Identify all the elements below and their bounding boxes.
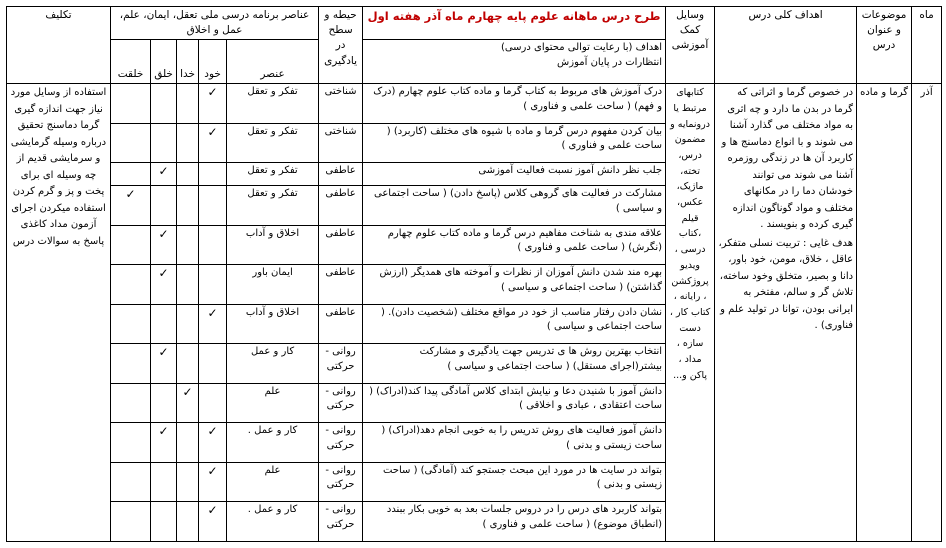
header-behavioral-goals: اهداف (با رعایت توالی محتوای درسی) — [500, 42, 663, 54]
creation-check — [151, 502, 177, 542]
creation-check: ✓ — [151, 225, 177, 265]
god-check — [177, 84, 199, 124]
creature-check — [111, 502, 151, 542]
god-check — [177, 423, 199, 463]
goal-cell: علاقه مندی به شناخت مفاهیم درس گرما و ماده کتاب علوم چهارم (نگرش) ( ساحت علمی و فناوری ) — [363, 225, 666, 265]
god-check — [177, 304, 199, 344]
creature-check — [111, 304, 151, 344]
domain-cell: روانی - حرکتی — [319, 383, 363, 423]
domain-cell: روانی - حرکتی — [319, 502, 363, 542]
creation-check: ✓ — [151, 265, 177, 305]
topic-cell: گرما و ماده — [857, 84, 912, 542]
goal-cell: بیان کردن مفهوم درس گرما و ماده با شیوه های مختلف (کاربرد) ( ساحت علمی و فناوری ) — [363, 123, 666, 163]
header-homework: تکلیف — [7, 7, 111, 84]
creature-check — [111, 265, 151, 305]
god-check — [177, 186, 199, 226]
header-national-elements: عناصر برنامه درسی ملی تعقل، ایمان، علم، عمل و اخلاق — [111, 7, 319, 40]
header-creation: خلق — [151, 40, 177, 84]
creature-check — [111, 225, 151, 265]
domain-cell: روانی - حرکتی — [319, 423, 363, 463]
domain-cell: شناختی — [319, 123, 363, 163]
header-self: خود — [199, 40, 227, 84]
header-domain-level: حیطه و سطح در یادگیری — [319, 7, 363, 84]
creature-check — [111, 383, 151, 423]
goal-cell: بهره مند شدن دانش آموزان از نظرات و آموخته های همدیگر (ارزش گذاشتن) ( ساحت اجتماعی و سیاسی ) — [363, 265, 666, 305]
header-element: عنصر — [227, 40, 319, 84]
self-check — [199, 225, 227, 265]
element-cell: ایمان باور — [227, 265, 319, 305]
self-check — [199, 186, 227, 226]
god-check — [177, 344, 199, 384]
creation-check — [151, 84, 177, 124]
header-god: خدا — [177, 40, 199, 84]
creature-check — [111, 84, 151, 124]
goal-cell: بتواند در سایت ها در مورد این مبحث جستجو کند (آمادگی) ( ساحت زیستی و بدنی ) — [363, 462, 666, 502]
creature-check — [111, 423, 151, 463]
domain-cell: عاطفی — [319, 163, 363, 186]
self-check — [199, 265, 227, 305]
month-cell: آذر — [912, 84, 942, 542]
creation-check — [151, 462, 177, 502]
creation-check — [151, 383, 177, 423]
element-cell: کار و عمل . — [227, 423, 319, 463]
ultimate-goal-text: هدف غایی : تربیت نسلی متفکر، عاقل ، خلاق، مومن، خود باور، دانا و بصیر، متخلق وخود ساخته، تلاش گر و سالم، مفتخر به ایرانی بودن، توانا در تولید علم و فناوری) . — [718, 237, 854, 332]
creation-check: ✓ — [151, 423, 177, 463]
goal-cell: نشان دادن رفتار مناسب از خود در مواقع مختلف (شخصیت دادن). ( ساحت اجتماعی و سیاسی ) — [363, 304, 666, 344]
general-goals-text: در خصوص گرما و اثراتی که گرما در بدن ما دارد و چه اثری به مواد مختلف می گذارد آشنا می شوند و با انواع دماسنج ها و کاربرد آن ها در زندگی روزمره آشنا می شوند می توانند خودشان دما را در مکانهای مختلف و مواد گوناگون اندازه گیری کرده و بنویسند . — [721, 87, 854, 231]
god-check — [177, 123, 199, 163]
domain-cell: عاطفی — [319, 304, 363, 344]
document-title: طرح درس ماهانه علوم پایه چهارم ماه آذر هفته اول — [363, 7, 666, 40]
god-check — [177, 225, 199, 265]
creature-check: ✓ — [111, 186, 151, 226]
element-cell: کار و عمل . — [227, 502, 319, 542]
god-check — [177, 502, 199, 542]
element-cell: علم — [227, 383, 319, 423]
domain-cell: عاطفی — [319, 225, 363, 265]
creation-check — [151, 304, 177, 344]
element-cell: علم — [227, 462, 319, 502]
creature-check — [111, 462, 151, 502]
self-check: ✓ — [199, 123, 227, 163]
goal-cell: دانش آموز فعالیت های روش تدریس را به خوبی انجام دهد(ادراک) ( ساحت زیستی و بدنی ) — [363, 423, 666, 463]
creature-check — [111, 344, 151, 384]
self-check: ✓ — [199, 423, 227, 463]
goal-cell: مشارکت در فعالیت های گروهی کلاس (پاسخ دادن) ( ساحت اجتماعی و سیاسی ) — [363, 186, 666, 226]
god-check — [177, 163, 199, 186]
self-check: ✓ — [199, 462, 227, 502]
creation-check: ✓ — [151, 163, 177, 186]
header-general-goals: اهداف کلی درس — [715, 7, 857, 84]
teaching-aids-cell: کتابهای مرتبط یا درونمایه و مضمون درس، تخته، ماژیک، عکس، قیلم ،کتاب درسی ، ویدیو پروژکشن ، رایانه ، کتاب کار ، دست سازه ، مداد ، پاکن و... — [666, 84, 715, 542]
self-check — [199, 163, 227, 186]
self-check: ✓ — [199, 84, 227, 124]
domain-cell: عاطفی — [319, 186, 363, 226]
goal-cell: درک آموزش های مربوط به کتاب گرما و ماده کتاب علوم چهارم (درک و فهم) ( ساحت علمی و فناوری ) — [363, 84, 666, 124]
creature-check — [111, 163, 151, 186]
header-learning-expectations: انتظارات در پایان آموزش — [557, 56, 663, 68]
self-check — [199, 344, 227, 384]
header-topic: موضوعات و عنوان درس — [857, 7, 912, 84]
lesson-plan-document — [6, 6, 941, 542]
domain-cell: عاطفی — [319, 265, 363, 305]
element-cell: اخلاق و آداب — [227, 225, 319, 265]
lesson-plan-table — [6, 6, 942, 542]
creation-check — [151, 186, 177, 226]
header-month: ماه — [912, 7, 942, 84]
domain-cell: شناختی — [319, 84, 363, 124]
element-cell: کار و عمل — [227, 344, 319, 384]
creation-check: ✓ — [151, 344, 177, 384]
element-cell: تفکر و تعقل — [227, 163, 319, 186]
element-cell: تفکر و تعقل — [227, 123, 319, 163]
goal-cell: بتواند کاربرد های درس را در دروس جلسات بعد به خوبی بکار ببندد (انطباق موضوع) ( ساحت علمی و فناوری ) — [363, 502, 666, 542]
goal-cell: جلب نظر دانش آموز نسبت فعالیت آموزشی — [363, 163, 666, 186]
element-cell: اخلاق و آداب — [227, 304, 319, 344]
self-check — [199, 383, 227, 423]
element-cell: تفکر و تعقل — [227, 186, 319, 226]
header-teaching-aids: وسایل کمک آموزشی — [666, 7, 715, 84]
goal-cell: انتخاب بهترین روش ها ی تدریس جهت یادگیری و مشارکت بیشتر(اجرای مستقل) ( ساحت اجتماعی و سیاسی ) — [363, 344, 666, 384]
element-cell: تفکر و تعقل — [227, 84, 319, 124]
goal-cell: دانش آموز با شنیدن دعا و نیایش ابتدای کلاس آمادگی پیدا کند(ادراک) ( ساحت اعتقادی ، عبادی و اخلاقی ) — [363, 383, 666, 423]
god-check — [177, 462, 199, 502]
god-check: ✓ — [177, 383, 199, 423]
general-goals-cell — [715, 84, 857, 542]
creature-check — [111, 123, 151, 163]
header-creature: خلقت — [111, 40, 151, 84]
homework-cell: استفاده از وسایل مورد نیاز جهت اندازه گیری گرما دماسنج تحقیق درباره وسیله گرمایشی و سرمایشی قدیم از چه وسیله ای برای پخت و پز و گرم کردن استفاده میکردن اجرای آزمون مداد کاغذی پاسخ به سوالات درس — [7, 84, 111, 542]
domain-cell: روانی - حرکتی — [319, 462, 363, 502]
header-objectives — [363, 40, 666, 84]
self-check: ✓ — [199, 502, 227, 542]
creation-check — [151, 123, 177, 163]
god-check — [177, 265, 199, 305]
domain-cell: روانی - حرکتی — [319, 344, 363, 384]
self-check: ✓ — [199, 304, 227, 344]
